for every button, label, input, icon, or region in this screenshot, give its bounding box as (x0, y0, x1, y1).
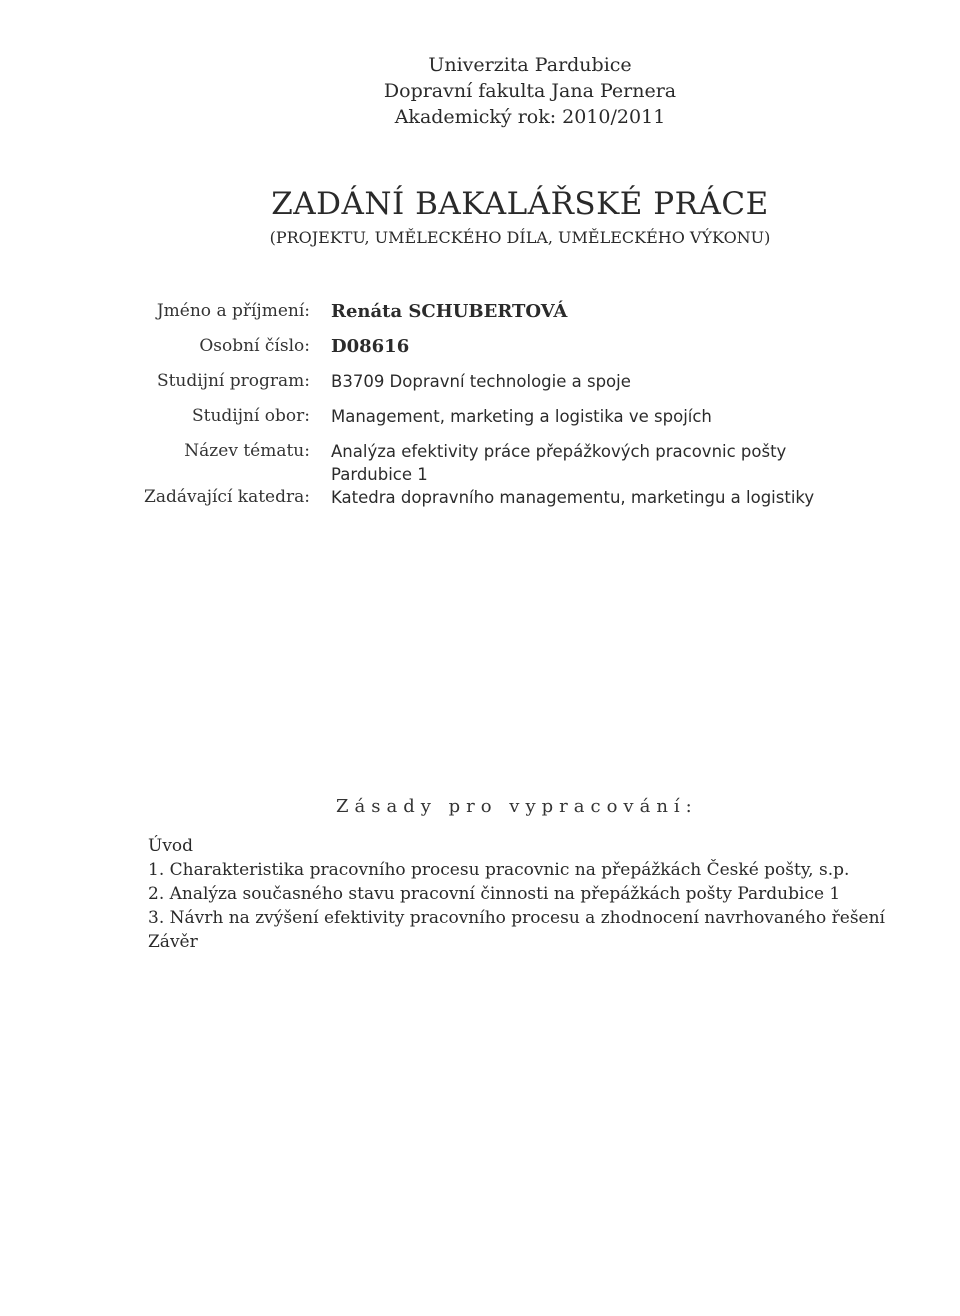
info-value-topic-line2: Pardubice 1 (331, 465, 428, 484)
document-subtitle: (PROJEKTU, UMĚLECKÉHO DÍLA, UMĚLECKÉHO VÝKONU) (269, 228, 771, 247)
info-value-personal-number: D08616 (331, 336, 410, 357)
faculty-name: Dopravní fakulta Jana Pernera (383, 80, 677, 102)
guidelines-list (148, 834, 885, 954)
info-value-name: Renáta SCHUBERTOVÁ (331, 301, 568, 322)
info-label-program: Studijní program: (156, 371, 310, 391)
info-row-topic (0, 438, 960, 484)
guidelines-line: 2. Analýza současného stavu pracovní činnosti na přepážkách pošty Pardubice 1 (148, 884, 841, 904)
info-label-personal-number: Osobní číslo: (199, 336, 310, 356)
info-row-department (0, 484, 960, 519)
info-row-program (0, 368, 960, 403)
info-row-personal-number (0, 333, 960, 368)
info-label-field: Studijní obor: (191, 406, 310, 426)
document-title: ZADÁNÍ BAKALÁŘSKÉ PRÁCE (271, 186, 769, 222)
guidelines-line: 3. Návrh na zvýšení efektivity pracovního procesu a zhodnocení navrhovaného řešení (148, 908, 885, 928)
info-row-field (0, 403, 960, 438)
document-header (0, 52, 960, 130)
university-name: Univerzita Pardubice (428, 54, 632, 76)
guidelines-line: Závěr (148, 932, 198, 952)
student-info (0, 298, 960, 519)
info-row-name (0, 298, 960, 333)
guidelines-heading: Zásady pro vypracování: (336, 796, 698, 817)
info-value-topic-line1: Analýza efektivity práce přepážkových pracovnic pošty (331, 442, 787, 461)
info-label-name: Jméno a příjmení: (156, 301, 310, 321)
info-label-department: Zadávající katedra: (144, 487, 310, 507)
academic-year: Akademický rok: 2010/2011 (394, 106, 666, 128)
info-value-program: B3709 Dopravní technologie a spoje (331, 372, 631, 391)
guidelines-line: Úvod (148, 836, 194, 856)
guidelines-line: 1. Charakteristika pracovního procesu pracovnic na přepážkách České pošty, s.p. (148, 860, 850, 880)
info-value-department: Katedra dopravního managementu, marketingu a logistiky (331, 488, 815, 507)
info-value-topic (331, 440, 891, 486)
title-block (0, 185, 960, 249)
info-label-topic: Název tématu: (184, 441, 310, 461)
info-value-field: Management, marketing a logistika ve spojích (331, 407, 712, 426)
